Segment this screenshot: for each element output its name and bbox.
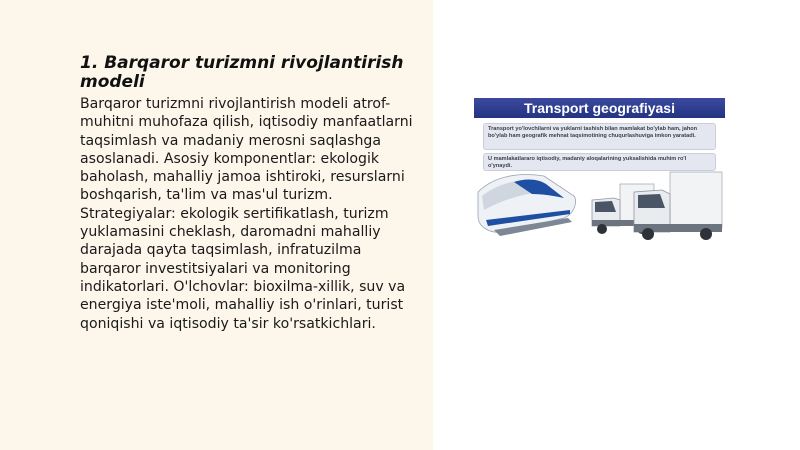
slide-heading: 1. Barqaror turizmni rivojlantirish modeli — [80, 53, 404, 92]
infographic-text-box: Transport yo'lovchilarni va yuklarni tashish bilan mamlakat bo'ylab ham, jahon bo'ylab ham geografik mehnat taqsimotining chuqurlashuviga imkon yaratadi. — [483, 123, 716, 150]
infographic-text-box: U mamlakatlararo iqtisodiy, madaniy aloqalarining yuksalishida muhim ro'l o'ynaydi. — [483, 153, 716, 171]
transport-illustration — [474, 170, 725, 240]
transport-infographic — [474, 98, 725, 240]
infographic-title: Transport geografiyasi — [474, 98, 725, 118]
high-speed-train-icon — [478, 175, 576, 236]
slide-body-text: Barqaror turizmni rivojlantirish modeli atrof-muhitni muhofaza qilish, iqtisodiy manfaatlarni taqsimlash va madaniy merosni saqlashga asoslanadi. Asosiy komponentlar: ekologik baholash, mahalliy jamoa ishtiroki, resurslarni boshqarish, ta'lim va mas'ul turizm. Strategiyalar: ekologik sertifikatlash, turizm yuklamasini cheklash, daromadni mahalliy darajada qayta taqsimlash, infratuzilma barqaror investitsiyalari va monitoring indikatorlari. O'lchovlar: bioxilma-xillik, suv va energiya iste'moli, mahalliy ish o'rinlari, turist qoniqishi va iqtisodiy ta'sir ko'rsatkichlari. — [80, 96, 413, 332]
truck-icon — [634, 172, 722, 240]
